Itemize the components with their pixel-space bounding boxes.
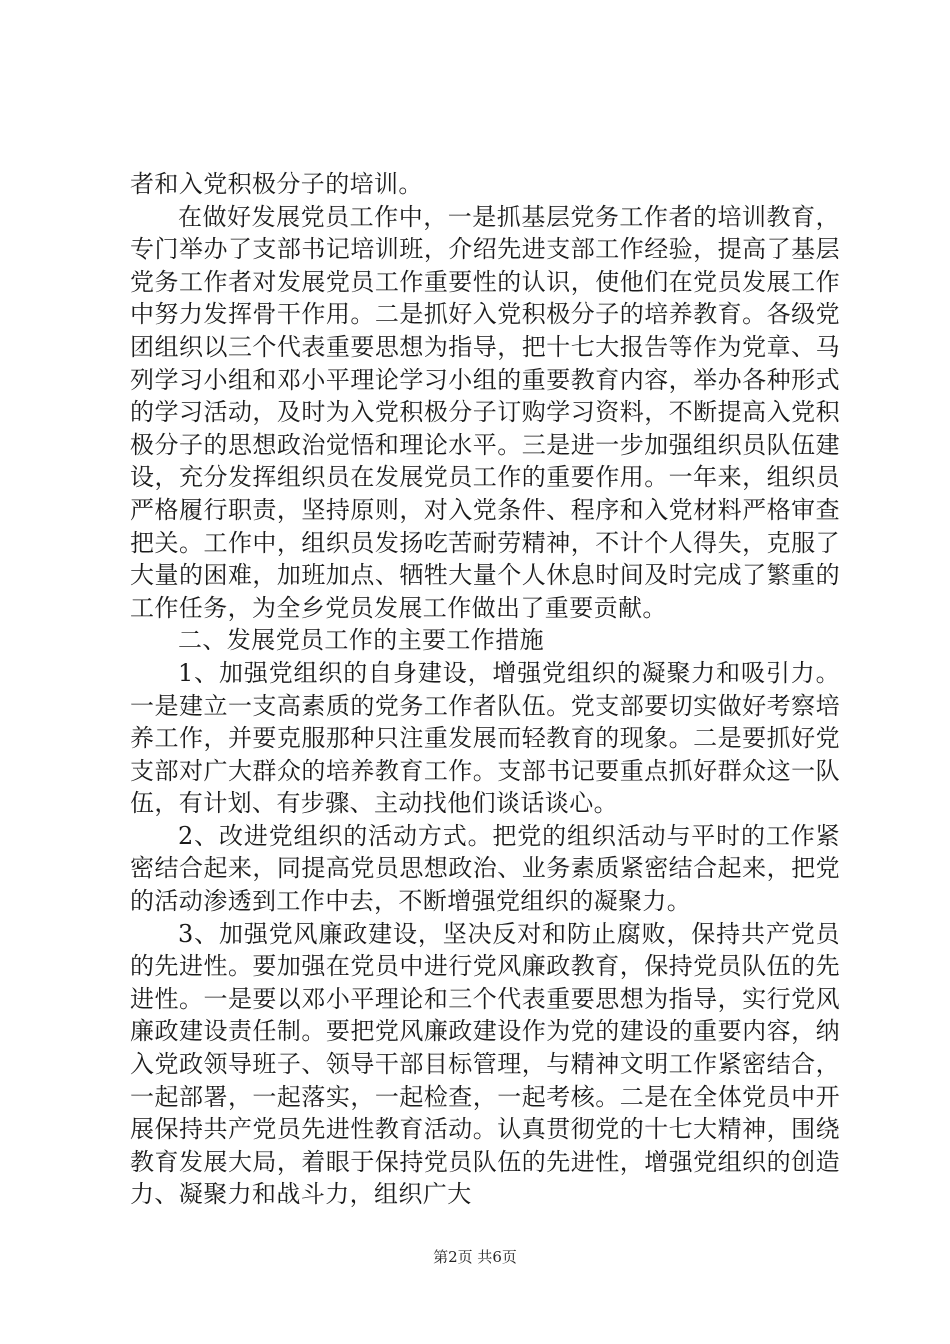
- paragraph-party-member-development: 在做好发展党员工作中，一是抓基层党务工作者的培训教育，专门举办了支部书记培训班，介绍先进支部工作经验，提高了基层党务工作者对发展党员工作重要性的认识，使他们在党员发展工作中努力发挥骨干作用。二是抓好入党积极分子的培养教育。各级党团组织以三个代表重要思想为指导，把十七大报告等作为党章、马列学习小组和邓小平理论学习小组的重要教育内容，举办各种形式的学习活动，及时为入党积极分子订购学习资料，不断提高入党积极分子的思想政治觉悟和理论水平。三是进一步加强组织员队伍建设，充分发挥组织员在发展党员工作的重要作用。一年来，组织员严格履行职责，坚持原则，对入党条件、程序和入党材料严格审查把关。工作中，组织员发扬吃苦耐劳精神，不计个人得失，克服了大量的困难，加班加点、牺牲大量个人休息时间及时完成了繁重的工作任务，为全乡党员发展工作做出了重要贡献。: [130, 202, 840, 622]
- page-number-footer: 第2页 共6页: [433, 1248, 517, 1266]
- section-heading-measures: 二、发展党员工作的主要工作措施: [178, 626, 544, 655]
- paragraph-measure-2: 2、改进党组织的活动方式。把党的组织活动与平时的工作紧密结合起来，同提高党员思想政治、业务素质紧密结合起来，把党的活动渗透到工作中去，不断增强党组织的凝聚力。: [130, 821, 840, 916]
- document-body: [130, 168, 840, 1211]
- paragraph-measure-1: 1、加强党组织的自身建设，增强党组织的凝聚力和吸引力。一是建立一支高素质的党务工作者队伍。党支部要切实做好考察培养工作，并要克服那种只注重发展而轻教育的现象。二是要抓好党支部对广大群众的培养教育工作。支部书记要重点抓好群众这一队伍，有计划、有步骤、主动找他们谈话谈心。: [130, 658, 840, 818]
- paragraph-measure-3: 3、加强党风廉政建设，坚决反对和防止腐败，保持共产党员的先进性。要加强在党员中进行党风廉政教育，保持党员队伍的先进性。一是要以邓小平理论和三个代表重要思想为指导，实行党风廉政建设责任制。要把党风廉政建设作为党的建设的重要内容，纳入党政领导班子、领导干部目标管理，与精神文明工作紧密结合，一起部署，一起落实，一起检查，一起考核。二是在全体党员中开展保持共产党员先进性教育活动。认真贯彻党的十七大精神，围绕教育发展大局，着眼于保持党员队伍的先进性，增强党组织的创造力、凝聚力和战斗力，组织广大: [130, 919, 840, 1209]
- paragraph-continuation: 者和入党积极分子的培训。: [130, 170, 423, 198]
